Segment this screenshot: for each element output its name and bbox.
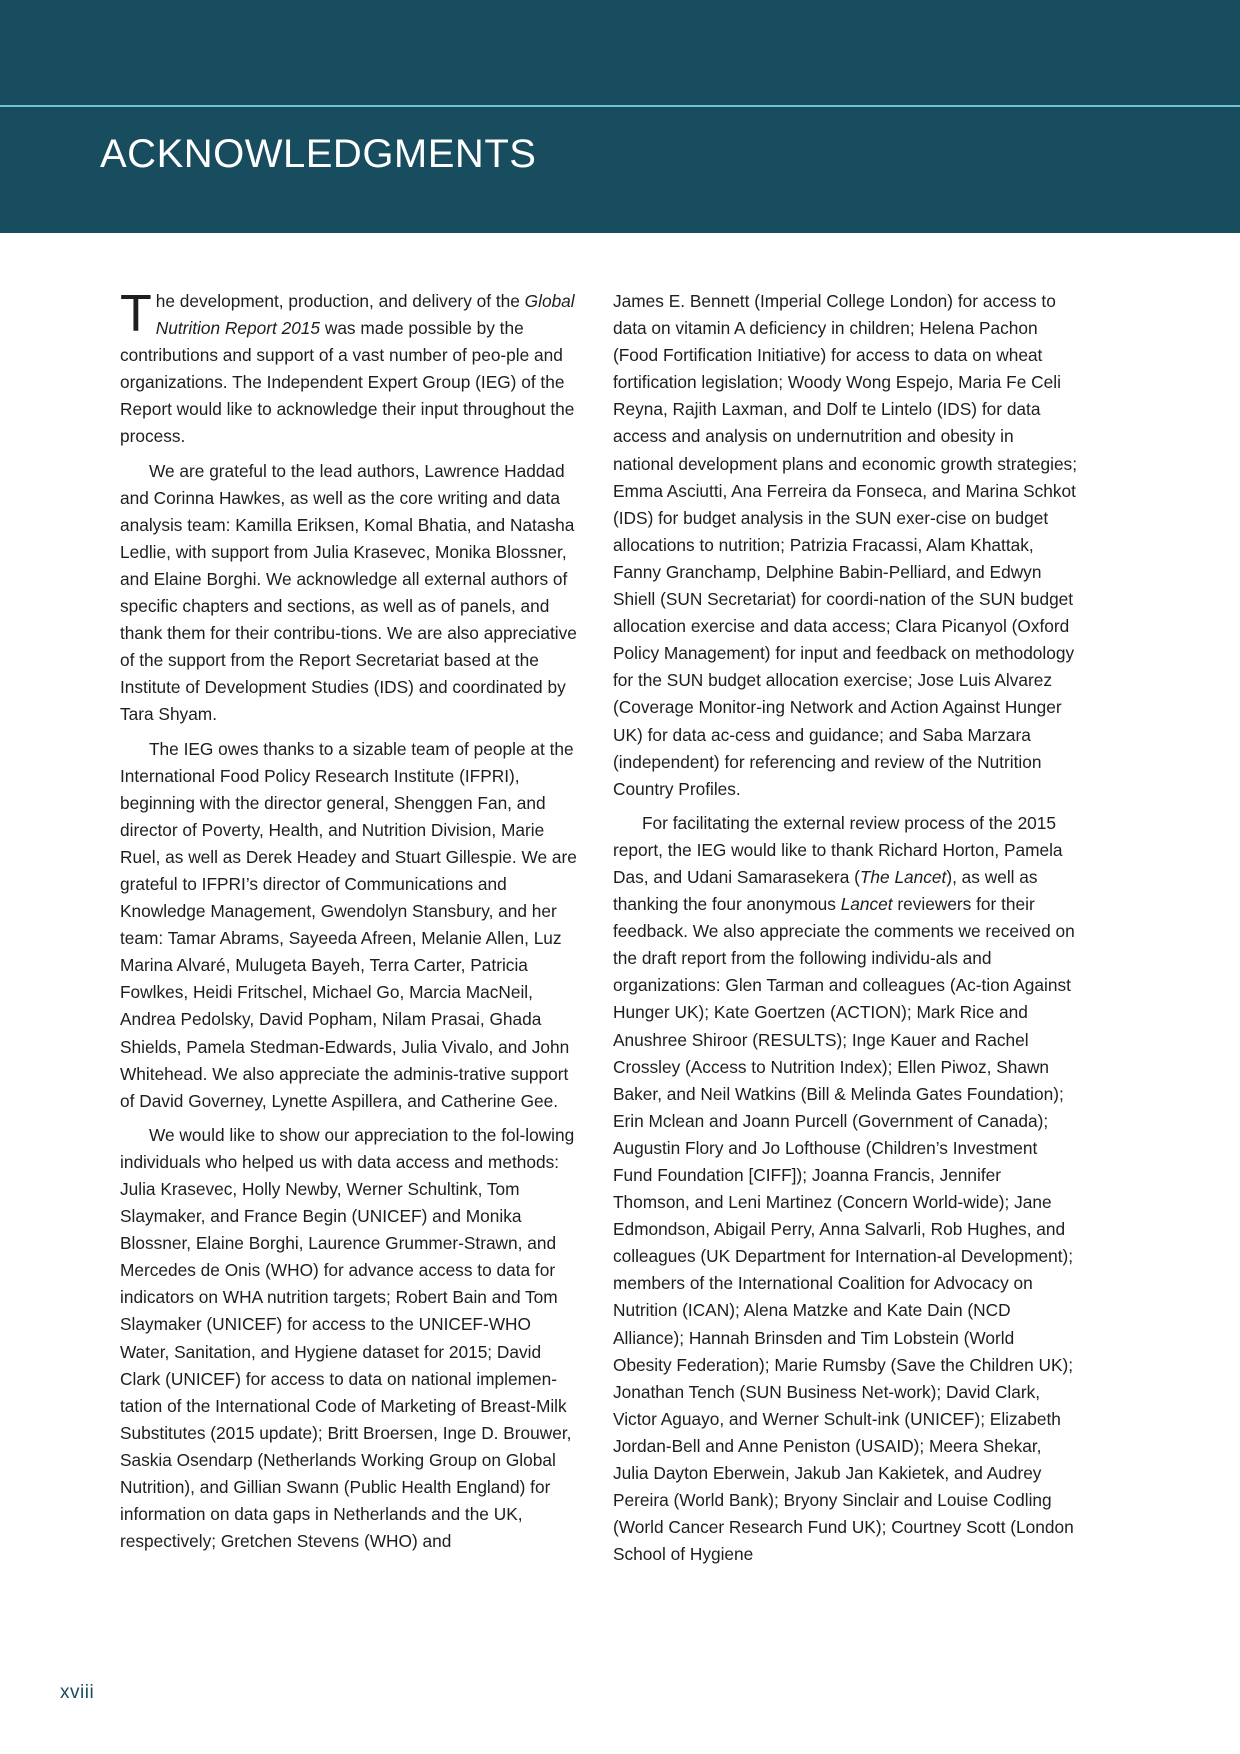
paragraph-text: he development, production, and delivery of the — [155, 291, 525, 311]
left-column — [120, 285, 584, 1562]
paragraph-review — [613, 810, 1077, 1569]
page-title: ACKNOWLEDGMENTS — [100, 132, 537, 176]
paragraph-data-access: We would like to show our appreciation to the fol-lowing individuals who helped us with data access and methods: Julia Krasevec, Holly Newby, Werner Schultink, Tom Slaymaker, and France Begin (UNICEF) and Monika Blossner, Elaine Borghi, Laurence Grummer-Strawn, and Mercedes de Onis (WHO) for advance access to data for indicators on WHA nutrition targets; Robert Bain and Tom Slaymaker (UNICEF) for access to the UNICEF-WHO Water, Sanitation, and Hygiene dataset for 2015; David Clark (UNICEF) for access to data on national implemen-tation of the International Code of Marketing of Breast-Milk Substitutes (2015 update); Britt Broersen, Inge D. Brouwer, Saskia Osendarp (Netherlands Working Group on Global Nutrition), and Gillian Swann (Public Health England) for information on data gaps in Netherlands and the UK, respectively; Gretchen Stevens (WHO) and — [120, 1124, 575, 1552]
paragraph-text: reviewers for their feedback. We also appreciate the comments we received on the draft report from the following individu-als and organizations: Glen Tarman and colleagues (Ac-tion Against Hunger UK); Kate Goertzen (ACTION); Mark Rice and Anushree Shiroor (RESULTS); Inge Kauer and Rachel Crossley (Access to Nutrition Index); Ellen Piwoz, Shawn Baker, and Neil Watkins (Bill & Melinda Gates Foundation); Erin Mclean and Joann Purcell (Government of Canada); Augustin Flory and Jo Lofthouse (Children’s Investment Fund Foundation [CIFF]); Joanna Francis, Jennifer Thomson, and Leni Martinez (Concern World-wide); Jane Edmondson, Abigail Perry, Anna Salvarli, Rob Hughes, and colleagues (UK Department for Internation-al Development); members of the International Coalition for Advocacy on Nutrition (ICAN); Alena Matzke and Kate Dain (NCD Alliance); Hannah Brinsden and Tim Lobstein (World Obesity Federation); Marie Rumsby (Save the Children UK); Jonathan Tench (SUN Business Net-work); David Clark, Victor Aguayo, and Werner Schult-ink (UNICEF); Elizabeth Jordan-Bell and Anne Peniston (USAID); Meera Shekar, Julia Dayton Eberwein, Jakub Jan Kakietek, and Audrey Pereira (World Bank); Bryony Sinclair and Louise Codling (World Cancer Research Fund UK); Courtney Scott (London School of Hygiene — [613, 894, 1075, 1565]
paragraph-ifpri: The IEG owes thanks to a sizable team of people at the International Food Policy Research Institute (IFPRI), beginning with the director general, Shenggen Fan, and director of Poverty, Health, and Nutrition Division, Marie Ruel, as well as Derek Headey and Stuart Gillespie. We are grateful to IFPRI’s director of Communications and Knowledge Management, Gwendolyn Stansbury, and her team: Tamar Abrams, Sayeeda Afreen, Melanie Allen, Luz Marina Alvaré, Mulugeta Bayeh, Terra Carter, Patricia Fowlkes, Heidi Fritschel, Michael Go, Marcia MacNeil, Andrea Pedolsky, David Popham, Nilam Prasai, Ghada Shields, Pamela Stedman-Edwards, Julia Vivalo, and John Whitehead. We also appreciate the adminis-trative support of David Governey, Lynette Aspillera, and Catherine Gee. — [120, 738, 577, 1111]
paragraph-text: was made possible by the contributions and support of a vast number of peo-ple and organizations. The Independent Expert Group (IEG) of the Report would like to acknowledge their input throughout the process. — [120, 318, 575, 447]
lancet-italic: Lancet — [840, 894, 893, 915]
right-column — [613, 288, 1077, 1575]
paragraph-text: ), as well as thanking the four anonymous — [613, 866, 1038, 915]
paragraph-intro — [120, 285, 584, 451]
lancet-italic: The Lancet — [859, 866, 947, 887]
header-rule — [0, 105, 1240, 107]
paragraph-text: For facilitating the external review process of the 2015 report, the IEG would like to thank Richard Horton, Pamela Das, and Udani Samarasekera ( — [613, 812, 1063, 887]
page-number: xviii — [60, 1682, 95, 1703]
header-band — [0, 0, 1240, 233]
report-title-italic: Global Nutrition Report 2015 — [155, 291, 575, 339]
drop-cap: T — [120, 285, 152, 343]
paragraph-data-access-cont: James E. Bennett (Imperial College London) for access to data on vitamin A deficiency in children; Helena Pachon (Food Fortification Initiative) for access to data on wheat fortification legislation; Woody Wong Espejo, Maria Fe Celi Reyna, Rajith Laxman, and Dolf te Lintelo (IDS) for data access and analysis on undernutrition and obesity in national development plans and economic growth strategies; Emma Asciutti, Ana Ferreira da Fonseca, and Marina Schkot (IDS) for budget analysis in the SUN exer-cise on budget allocations to nutrition; Patrizia Fracassi, Alam Khattak, Fanny Granchamp, Delphine Babin-Pelliard, and Edwyn Shiell (SUN Secretariat) for coordi-nation of the SUN budget allocation exercise and data access; Clara Picanyol (Oxford Policy Management) for input and feedback on methodology for the SUN budget allocation exercise; Jose Luis Alvarez (Coverage Monitor-ing Network and Action Against Hunger UK) for data ac-cess and guidance; and Saba Marzara (independent) for referencing and review of the Nutrition Country Profiles. — [613, 291, 1077, 799]
paragraph-authors: We are grateful to the lead authors, Lawrence Haddad and Corinna Hawkes, as well as the core writing and data analysis team: Kamilla Eriksen, Komal Bhatia, and Natasha Ledlie, with support from Julia Krasevec, Monika Blossner, and Elaine Borghi. We acknowledge all external authors of specific chapters and sections, as well as of panels, and thank them for their contribu-tions. We are also appreciative of the support from the Report Secretariat based at the Institute of Development Studies (IDS) and coordinated by Tara Shyam. — [120, 460, 577, 725]
